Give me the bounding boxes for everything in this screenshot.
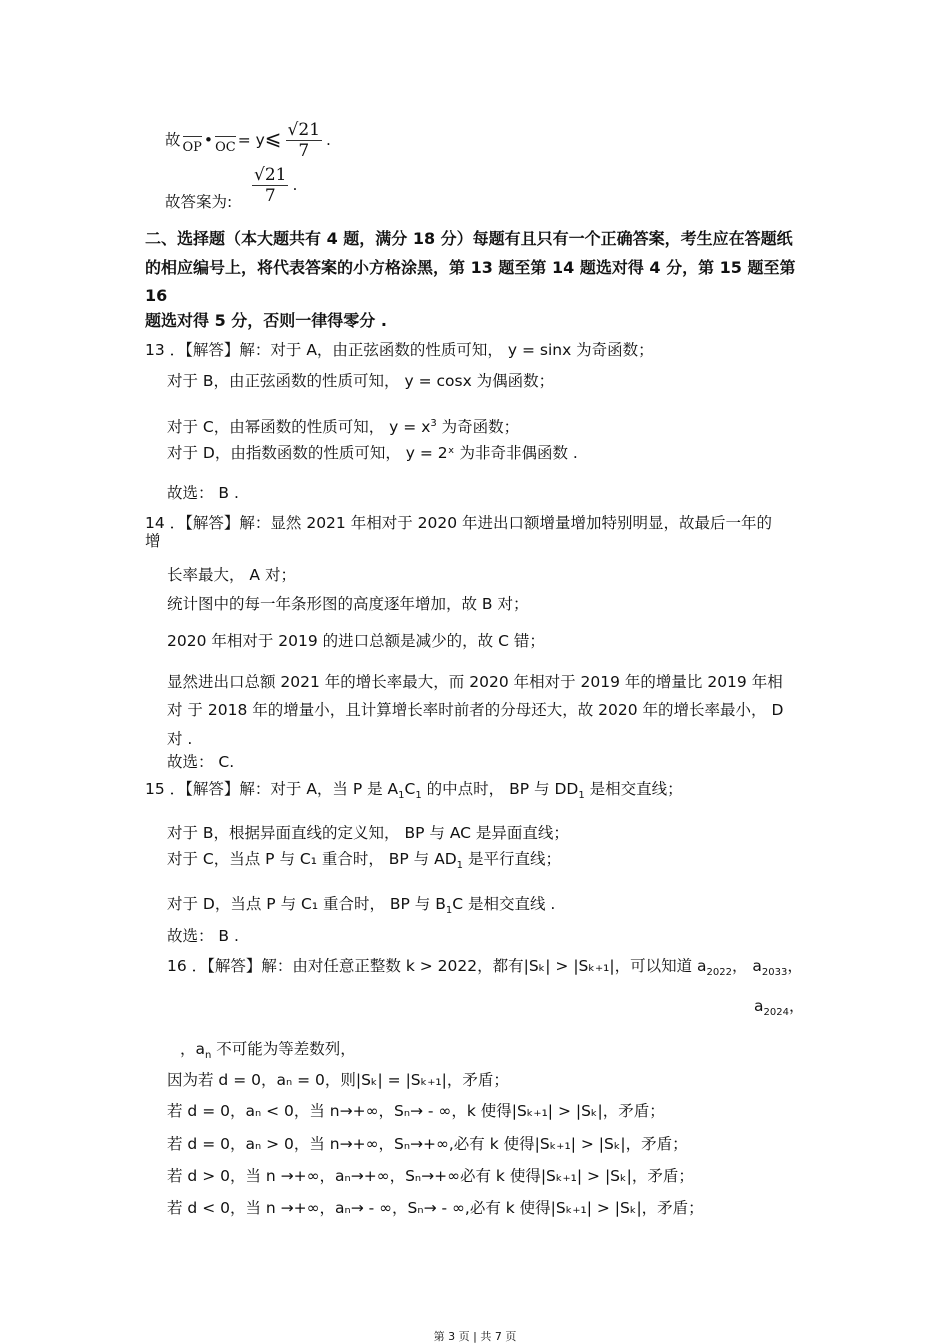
q14-answer: 故选： C. xyxy=(167,753,235,771)
text: 故 xyxy=(165,131,181,149)
q14-line: 2020 年相对于 2019 的进口总额是减少的，故 C 错； xyxy=(167,632,545,650)
q14-line: 长率最大， A 对； xyxy=(167,566,296,584)
fraction xyxy=(286,120,322,161)
text: = y xyxy=(237,131,265,149)
page-footer: 第 3 页 | 共 7 页 xyxy=(433,1330,517,1343)
leq-symbol: ⩽ xyxy=(264,126,282,150)
vector-op: OP xyxy=(183,136,202,158)
q16-line: 若 d = 0，aₙ > 0，当 n→+∞，Sₙ→+∞,必有 k 使得|Sₖ₊₁| > |Sₖ|，矛盾； xyxy=(167,1135,688,1153)
q16-line: ，$a_n$ 不可能为等差数列， xyxy=(180,1040,356,1062)
q13-line: 13 ．【解答】解：对于 A，由正弦函数的性质可知， y = sinx 为奇函数； xyxy=(145,341,654,359)
q15-line: 对于 C，当点 P 与 C₁ 重合时， BP 与 $AD_1$ 是平行直线； xyxy=(167,850,561,872)
answer-label: 故答案为: xyxy=(165,193,233,211)
section-heading-line: 二、选择题（本大题共有 4 题，满分 18 分）每题有且只有一个正确答案，考生应在答题纸 xyxy=(145,229,793,248)
section-heading-line: 题选对得 5 分，否则一律得零分 . xyxy=(145,311,387,330)
q15-answer: 故选： B . xyxy=(167,927,239,945)
vector-oc: OC xyxy=(215,136,236,158)
denominator: 7 xyxy=(264,186,276,206)
q14-line: 对 于 2018 年的增量小，且计算增长率时前者的分母还大，故 2020 年的增长率最小， D xyxy=(167,701,784,719)
section-heading-line: 16 xyxy=(145,286,168,305)
q15-line: 对于 D，当点 P 与 C₁ 重合时， BP 与 $B_1C$ 是相交直线 . xyxy=(167,895,556,917)
q14-line: 14 ．【解答】解：显然 2021 年相对于 2020 年进出口额增量增加特别明显，故最后一年的 xyxy=(145,514,773,532)
answer-fraction xyxy=(248,165,297,206)
numerator: √21 xyxy=(254,165,287,185)
q14-line: 统计图中的每一年条形图的高度逐年增加，故 B 对； xyxy=(167,595,529,613)
q16-line: 若 d = 0，aₙ < 0，当 n→+∞，Sₙ→ - ∞，k 使得|Sₖ₊₁| > |Sₖ|，矛盾； xyxy=(167,1102,665,1120)
denominator: 7 xyxy=(298,141,310,161)
q13-answer: 故选： B . xyxy=(167,484,239,502)
q16-line: $a_{2024}$， xyxy=(754,997,805,1019)
text: . xyxy=(292,176,298,194)
q16-line: 因为若 d = 0，aₙ = 0，则|Sₖ| = |Sₖ₊₁|，矛盾； xyxy=(167,1071,509,1089)
q13-line: 对于 C，由幂函数的性质可知， $y = x^3$ 为奇函数； xyxy=(167,418,520,437)
dot-product-result xyxy=(165,120,331,161)
q16-line: 若 d > 0，当 n →+∞，aₙ→+∞，Sₙ→+∞必有 k 使得|Sₖ₊₁| > |Sₖ|，矛盾； xyxy=(167,1167,694,1185)
q15-line: 15 ．【解答】解：对于 A，当 P 是 $A_1C_1$ 的中点时， BP 与 $DD_1$ 是相交直线； xyxy=(145,780,683,802)
numerator: √21 xyxy=(287,120,321,140)
text: . xyxy=(326,131,331,149)
q15-line: 对于 B，根据异面直线的定义知， BP 与 AC 是异面直线； xyxy=(167,824,569,842)
q14-line: 对 . xyxy=(167,730,193,748)
q16-line: 若 d < 0，当 n →+∞，aₙ→ - ∞，Sₙ→ - ∞,必有 k 使得|Sₖ₊₁| > |Sₖ|，矛盾； xyxy=(167,1199,704,1217)
q14-line: 增 xyxy=(145,532,161,550)
section-heading-line: 的相应编号上，将代表答案的小方格涂黑，第 13 题至第 14 题选对得 4 分，第 15 题至第 xyxy=(145,258,796,277)
q13-line: 对于 D，由指数函数的性质可知， y = 2ˣ 为非奇非偶函数 . xyxy=(167,444,578,462)
q13-line: 对于 B，由正弦函数的性质可知， y = cosx 为偶函数； xyxy=(167,372,555,390)
text: • xyxy=(203,131,214,149)
q16-line: 16 ．【解答】解：由对任意正整数 k > 2022，都有|Sₖ| > |Sₖ₊₁|，可以知道 $a_{2022}$， $a_{2033}$， xyxy=(167,957,803,979)
q14-line: 显然进出口总额 2021 年的增长率最大，而 2020 年相对于 2019 年的增量比 2019 年相 xyxy=(167,673,783,691)
